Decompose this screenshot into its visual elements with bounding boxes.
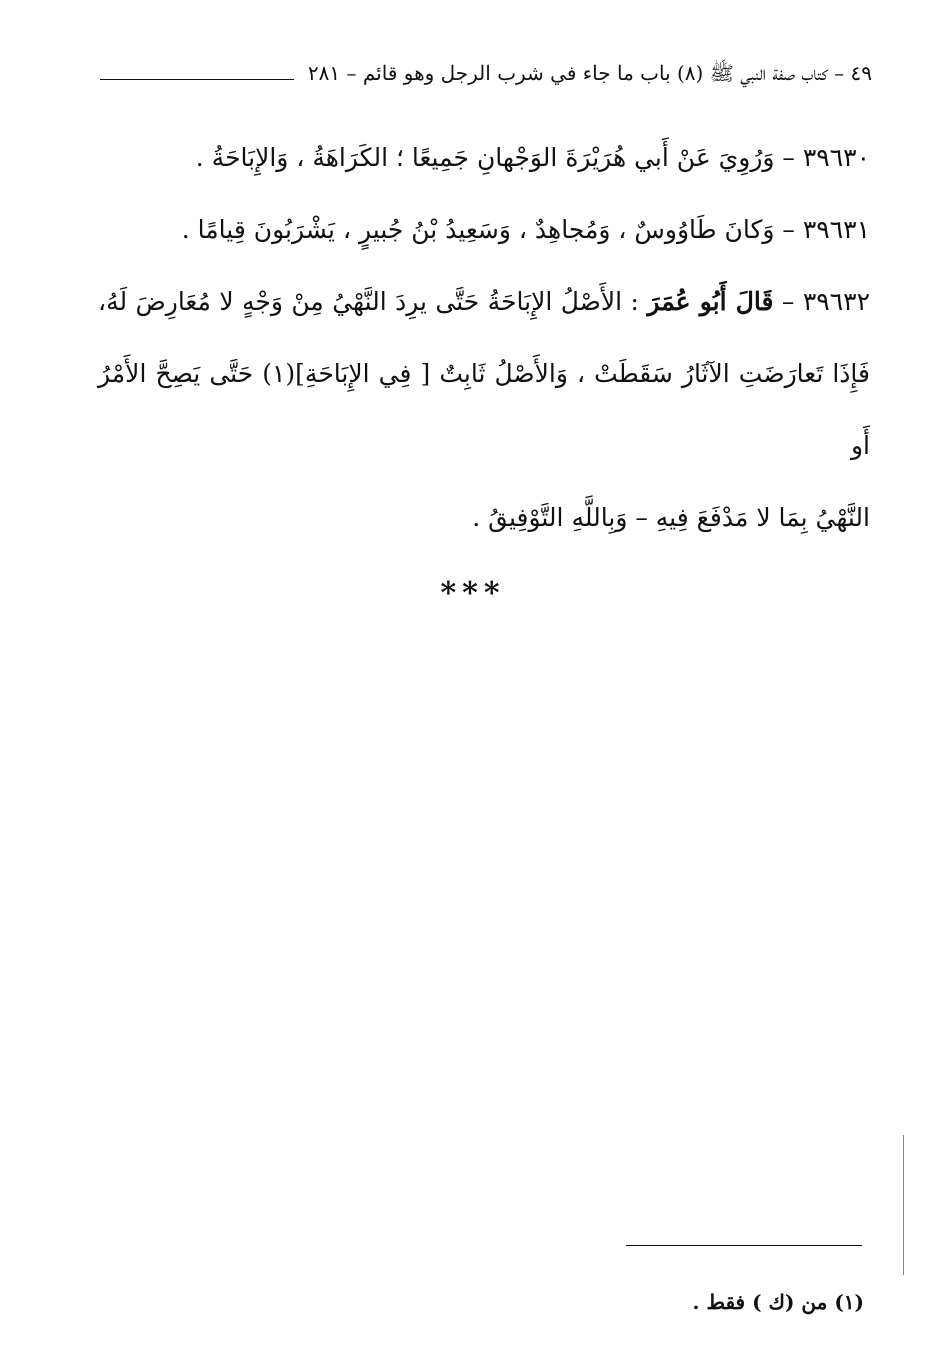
- main-text: [98, 122, 872, 554]
- speaker-name: قَالَ أَبُو عُمَرَ: [647, 287, 774, 316]
- header-title: ٤٩ – كتاب صفة النبي ﷺ (٨) باب ما جاء في شرب الرجل وهو قائم – ٢٨١: [307, 60, 872, 85]
- running-header: [100, 58, 872, 92]
- header-rule: [100, 79, 294, 80]
- section-separator: ***: [440, 576, 506, 611]
- paragraph-number: ٣٩٦٣٠: [802, 143, 870, 172]
- paragraph-number: ٣٩٦٣١: [802, 215, 870, 244]
- footnote-rule: [626, 1245, 862, 1246]
- paragraph-39632-last-line: [98, 482, 872, 554]
- paragraph-39632: ٣٩٦٣٢ – قَالَ أَبُو عُمَرَ : الأَصْلُ الإِبَاحَةُ حَتَّى يرِدَ النَّهْيُ مِنْ وَجْهٍ لا مُعَارِضَ لَهُ، فَإِذَا تَعارَضَتِ الآثَارُ سَقَطَتْ ، وَالأَصْلُ ثَابِتٌ [ فِي الإِبَاحَةِ](١) حَتَّى يَصِحَّ الأَمْرُ أَو: [98, 287, 870, 460]
- paragraph-text: – وَرُوِيَ عَنْ أَبي هُرَيْرَةَ الوَجْهانِ جَمِيعًا ؛ الكَرَاهَةُ ، وَالإِبَاحَةُ .: [195, 143, 803, 172]
- paragraph-39630: [98, 122, 872, 194]
- paragraph-text: النَّهْيُ بِمَا لا مَدْفَعَ فِيهِ – وَبِاللَّهِ التَّوْفِيقُ .: [472, 503, 870, 532]
- margin-line: [903, 1135, 904, 1275]
- paragraph-text: : الأَصْلُ الإِبَاحَةُ حَتَّى يرِدَ النَّهْيُ مِنْ وَجْهٍ لا مُعَارِضَ لَهُ، فَإِذَا تَعارَضَتِ الآثَارُ سَقَطَتْ ، وَالأَصْلُ ثَابِتٌ [ فِي الإِبَاحَةِ](١) حَتَّى يَصِحَّ الأَمْرُ أَو: [98, 287, 870, 460]
- paragraph-39631: [98, 194, 872, 266]
- footnote: (١) من (ك ) فقط .: [692, 1290, 864, 1314]
- paragraph-text: – وَكانَ طَاوُوسٌ ، وَمُجاهِدٌ ، وَسَعِيدُ بْنُ جُبيرٍ ، يَشْرَبُونَ قِيامًا .: [181, 215, 803, 244]
- paragraph-number: ٣٩٦٣٢: [802, 287, 870, 316]
